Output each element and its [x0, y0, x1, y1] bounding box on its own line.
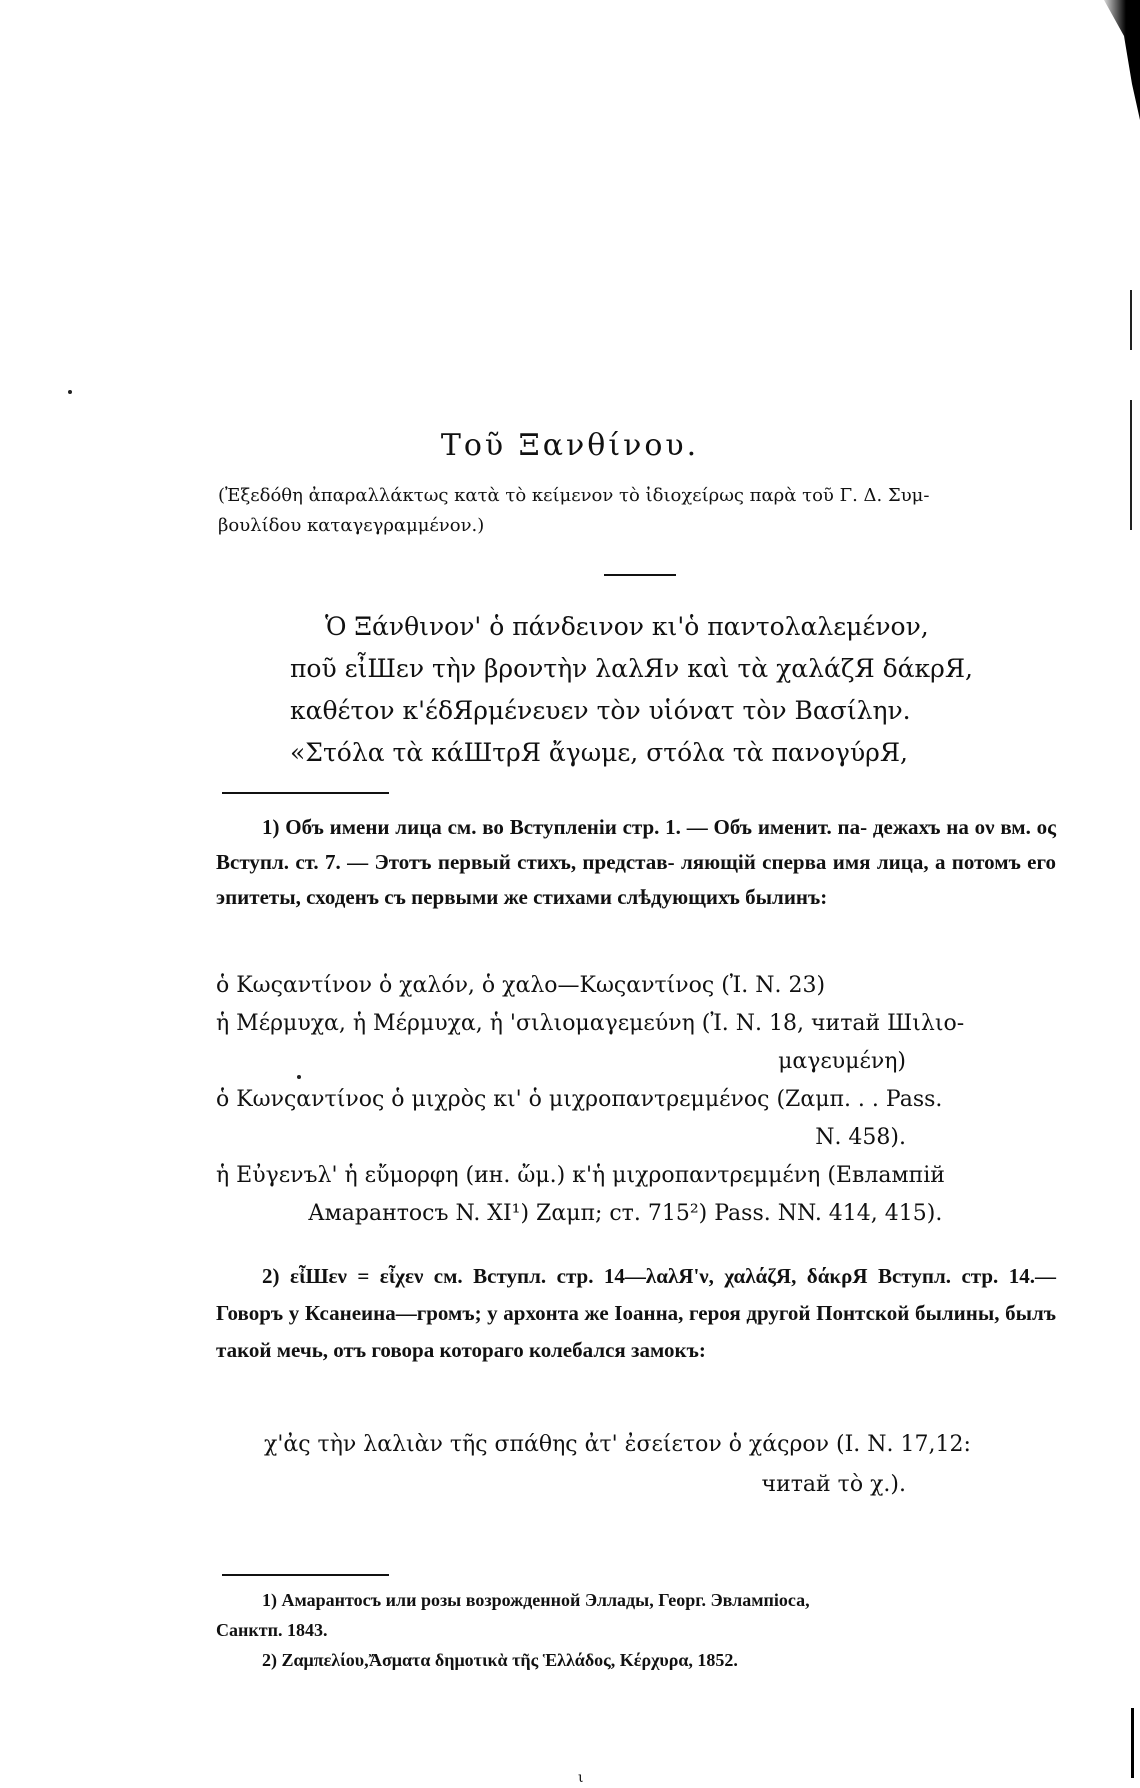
footnote-line: 2) Ζαμπελίου,Ἄσματα δημοτικὰ τῆς Ἑλλάδος, Κέρχυρα, 1852.: [262, 1650, 738, 1670]
scan-speck: [68, 390, 72, 394]
note-line: 2) εἶШεν = εἶχεν см. Вступл. стр. 14—λαλЯ'ν, χαλάζЯ, δάκρЯ: [262, 1264, 868, 1288]
scan-edge-line: [1131, 1708, 1134, 1778]
note-line: стихами слѣдующихъ былинъ:: [533, 885, 828, 909]
quote-line: χ'ἀς τὴν λαλιὰν τῆς σπάθης ἀτ' ἐσείετον ὁ χάςρον (Ι. Ν. 17,12:: [264, 1432, 971, 1457]
commentary-note-2: [216, 1258, 1056, 1369]
poem-line: Ὁ Ξάνθινον' ὁ πάνδεινον κι'ὁ παντολαλεμένον,: [325, 612, 929, 641]
scan-edge-shadow: [1100, 0, 1140, 120]
poem-line: καθέτον κ'έδЯρμένευεν τὸν υἱόνατ τὸν Βασίλην.: [290, 696, 911, 725]
quote-line: ὁ Κωνςαντίνος ὁ μιχρὸς κι' ὁ μιχροπαντρεμμένος (Ζαμπ. . . Pass.: [216, 1087, 943, 1112]
footnote-rule: [222, 1574, 389, 1576]
commentary-note-1: [216, 810, 1056, 915]
parallel-verse-2: [216, 1425, 1056, 1505]
scan-edge-line: [1130, 400, 1132, 530]
note-line: Вступл. стр. 14.— Говоръ у Ксанеина—громъ; у архонта же Іоанна,: [216, 1264, 1057, 1325]
quote-line: Амарантосъ N. XI¹) Ζαμπ; ст. 715²) Pass. NN. 414, 415).: [308, 1201, 943, 1226]
parallel-verses: [216, 967, 1056, 1233]
note-line: ляющій сперва имя лица, а потомъ его эпитеты, сходенъ съ первыми же: [216, 850, 1056, 909]
quote-line: ἡ Εὐγενъλ' ἡ εὔμορφη (ин. ὤμ.) κ'ἡ μιχροπαντρεμμένη (Евлампій: [216, 1163, 945, 1188]
footnote-line: Санктп. 1843.: [216, 1620, 328, 1640]
poem-verses: [290, 606, 1010, 774]
scan-edge-line: [1130, 290, 1132, 350]
page-mark: ι: [578, 1770, 584, 1786]
quote-line: Ν. 458).: [815, 1125, 906, 1150]
footnote-line: 1) Амарантосъ или розы возрожденной Эллады, Георг. Эвлампіоса,: [262, 1590, 810, 1610]
commentary-rule: [222, 792, 389, 794]
footnotes: [216, 1585, 1056, 1675]
poem-line: «Στόλα τὰ κάШτρЯ ἄγωμε, στόλα τὰ πανογύρЯ,: [290, 738, 909, 767]
section-divider: [604, 574, 676, 576]
note-line: дежахъ на ον вм. ος Вступл. ст. 7. — Этотъ первый стихъ, представ-: [216, 815, 1056, 874]
note-line: 1) Объ имени лица см. во Вступленіи стр. 1. — Объ именит. па-: [262, 815, 868, 839]
note-line: колебался замокъ:: [528, 1338, 706, 1362]
subtitle-line: (Ἐξεδόθη ἀπαραλλάκτως κατὰ τὸ κείμενον τὸ ἰδιοχείρως παρὰ τοῦ Γ. Δ. Συμ-: [218, 485, 930, 506]
poem-line: ποῦ εἶШεν τὴν βροντὴν λαλЯν καὶ τὰ χαλάζЯ δάκρЯ,: [290, 654, 973, 683]
quote-line: μαγευμένη): [778, 1049, 906, 1074]
note-line: героя другой Понтской былины, былъ такой мечь, отъ говора котораго: [216, 1301, 1057, 1362]
editorial-subtitle: [218, 481, 1038, 541]
quote-line: читай τὸ χ.).: [761, 1472, 906, 1497]
quote-line: ὁ Κωςαντίνον ὁ χαλόν, ὁ χαλο—Κωςαντίνος (Ἰ. Ν. 23): [216, 973, 826, 998]
subtitle-line: βουλίδου καταγεγραμμένον.): [218, 515, 485, 536]
page-title: Τοῦ Ξανθίνου.: [440, 428, 700, 463]
quote-line: ἡ Μέρμυχα, ἡ Μέρμυχα, ἡ 'σιλιομαγεμεύνη (Ἰ. Ν. 18, читай Шιλιο-: [216, 1011, 965, 1036]
